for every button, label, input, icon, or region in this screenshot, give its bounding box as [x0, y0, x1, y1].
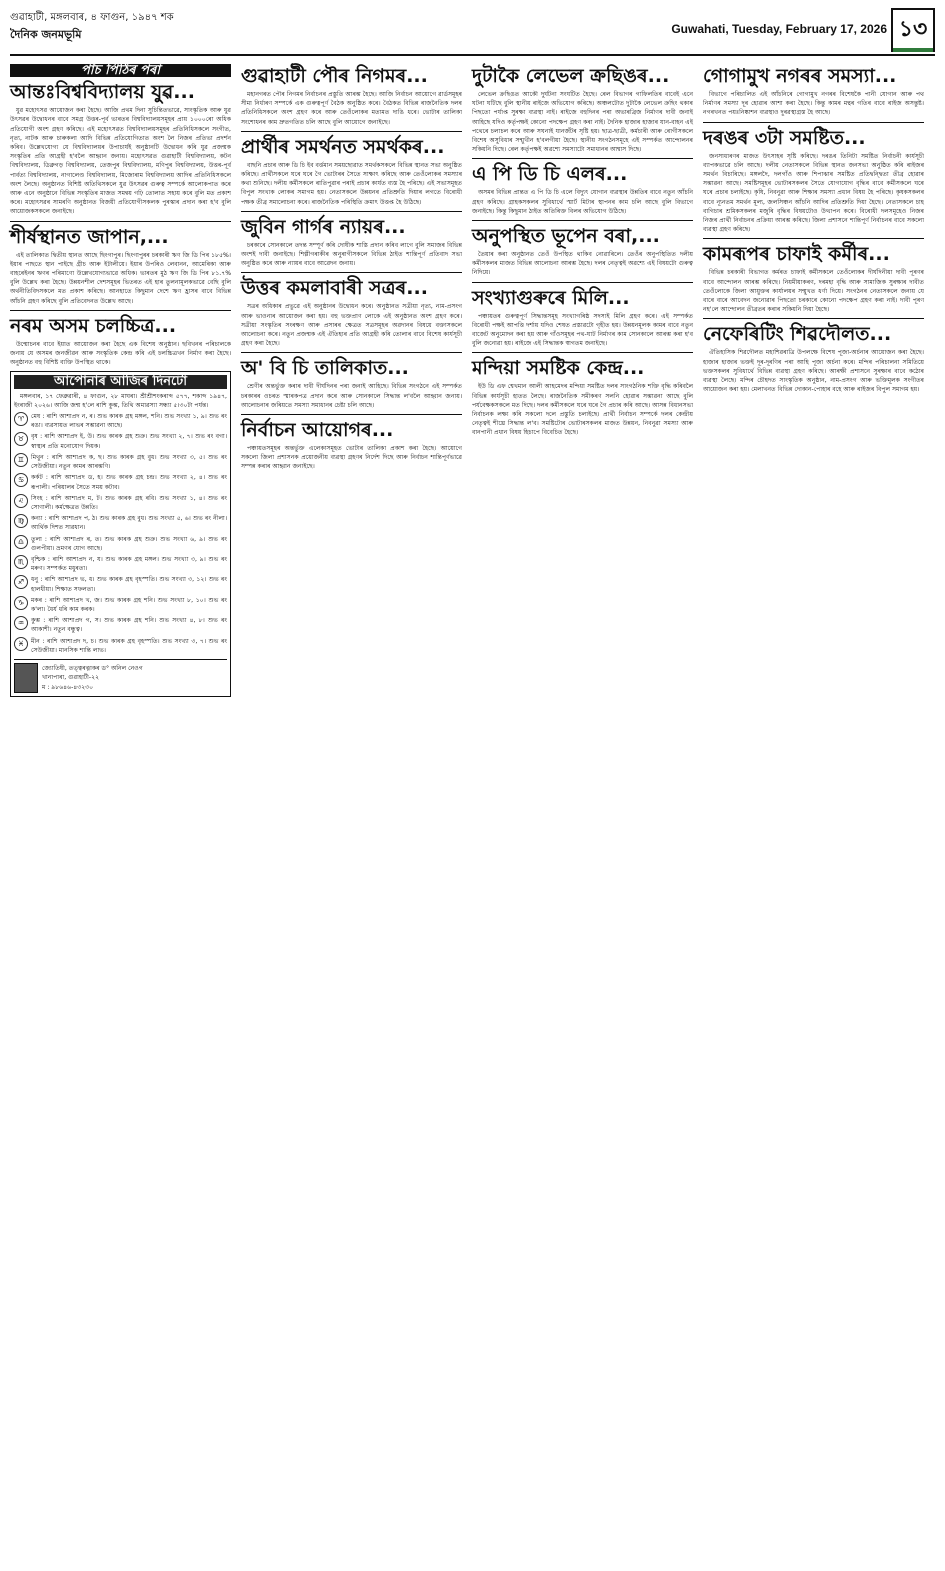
zodiac-row [14, 575, 227, 593]
zodiac-icon: ♓ [14, 637, 28, 651]
column-1 [10, 62, 231, 697]
article-body-kamrup-sanitation: বিভিন্ন চৰকাৰী বিভাগত কৰ্মৰত চাফাই কৰ্মীসকলে তেওঁলোকৰ দীৰ্ঘদিনীয়া দাবী পূৰণৰ বাবে আন্দোলন আৰম্ভ কৰিছে। নিয়মীয়াকৰণ, দৰমহা বৃদ্ধি আৰু সামাজিক সুৰক্ষাৰ দাবীত তেওঁলোকে জিলা আয়ুক্তৰ কাৰ্যালয়ৰ সন্মুখত ধৰ্ণা দিয়ে। সংগঠনৰ নেতাসকলে জনায় যে বাৰে বাৰে আবেদন জনোৱাৰ পিছতো চৰকাৰে কোনো পদক্ষেপ গ্ৰহণ কৰা নাই। দাবী পূৰণ নহ'লে আন্দোলন তীব্ৰতৰ কৰাৰ সকিয়নি দিয়া হৈছে। [703, 269, 924, 314]
headline-election-commission: নিৰ্বাচন আয়োগৰ... [241, 419, 394, 442]
zodiac-text: কন্যা : ৰাশি আশাপ্ৰদ প, ঠ। শুভ কাৰক গ্ৰহ বুধ। শুভ সংখ্যা ৫, ৬। শুভ ৰং নীলা। আৰ্থিক দিশত সাৱধান। [31, 515, 227, 532]
astrologer-name: জ্যোতিষী, তত্ত্বৰত্নাকৰ ড° অনিল নেওগ [42, 665, 143, 673]
headline-candidate-support: প্ৰাৰ্থীৰ সমৰ্থনত সমৰ্থকৰ... [241, 135, 445, 158]
headline-bhupen-bora: অনুপস্থিত ভূপেন বৰা,... [472, 225, 660, 248]
headline-negheriting: নেফেৰিটিং শিৱদৌলত... [703, 323, 892, 346]
page-number: ১৩ [891, 8, 935, 52]
zodiac-row [14, 432, 227, 450]
astrologer-phone: ম : ৯৮৬৪৬-৪৩২৩০ [42, 683, 94, 691]
horoscope-title: আপোনাৰ আজিৰ দিনটো [14, 375, 227, 388]
column-2 [241, 62, 462, 697]
zodiac-icon: ♈ [14, 412, 28, 426]
zodiac-list [14, 412, 227, 655]
article-body-japan: এই তালিকাত দ্বিতীয় স্থানত আছে ছিংগাপুৰ। ছিংগাপুৰৰ চৰকাৰী ঋণ জি ডি পিৰ ১৮৫%। ইয়াৰ পাছতে স্থান পাইছে গ্ৰীচ আৰু ইটালীয়ে। ইয়াৰ উপৰিও লেবানন, আমেৰিকা আৰু বাহৰেইনৰ ঋণৰ পৰিমাণো উল্লেখযোগ্যভাৱে অধিক। ভাৰতৰ মুঠ ঋণ জি ডি পিৰ ৮১.৭% বুলি উল্লেখ কৰা হৈছে। উন্নয়নশীল দেশসমূহৰ ভিতৰত এই হাৰ তুলনামূলকভাৱে বেছি বুলি অৰ্থনীতিবিদসকলে মত প্ৰকাশ কৰিছে। আনহাতে কিছুমান দেশে ঋণ হ্ৰাসৰ বাবে বিভিন্ন আঁচনি গ্ৰহণ কৰিছে বুলি প্ৰতিবেদনত উল্লেখ আছে। [10, 251, 231, 305]
divider [472, 220, 693, 221]
headline-darrang: দৰঙৰ ৩টা সমষ্টিত... [703, 126, 866, 149]
zodiac-icon: ♐ [14, 575, 28, 589]
divider [703, 318, 924, 319]
column-4 [703, 62, 924, 697]
headline-mandia: মন্দিয়া সমষ্টিক কেন্দ্ৰ... [472, 357, 645, 380]
article-body-election-commission: পঞ্চায়তসমূহৰ অন্তৰ্ভুক্ত এলেকাসমূহত ভোটাৰ তালিকা প্ৰকাশ কৰা হৈছে। আয়োগে সকলো জিলা প্ৰশাসনক প্ৰয়োজনীয় ব্যৱস্থা গ্ৰহণৰ নিৰ্দেশ দিছে আৰু নিৰ্বাচন শান্তিপূৰ্ণভাৱে সম্পন্ন কৰাৰ আহ্বান জনাইছে। [241, 445, 462, 471]
article-body-bhupen-bora: তৈয়াৰ কৰা অনুষ্ঠানত তেওঁ উপস্থিত থাকিব নোৱাৰিলে। তেওঁৰ অনুপস্থিতিত দলীয় কৰ্মীসকলৰ মাজত বিভিন্ন আলোচনা আৰম্ভ হৈছে। দলৰ নেতৃত্বই অৱশ্যে এই বিষয়টো গুৰুত্ব নিদিয়ে। [472, 251, 693, 277]
zodiac-text: বৃষ : ৰাশি আশাপ্ৰদ ই, উ। শুভ কাৰক গ্ৰহ শুক্ৰ। শুভ সংখ্যা ২, ৭। শুভ ৰং বগা। স্বাস্থ্যৰ প্ৰতি মনোযোগ দিয়ক। [31, 433, 227, 450]
astrologer-photo [14, 663, 38, 693]
horoscope-box [10, 371, 231, 696]
headline-japan: শীৰ্ষস্থানত জাপান,... [10, 225, 169, 248]
zodiac-icon: ♍ [14, 514, 28, 528]
article-body-apdcl: অসমৰ বিভিন্ন প্ৰান্তত এ পি ডি চি এলে বিদ্যুৎ যোগান ব্যৱস্থাৰ উন্নতিৰ বাবে নতুন আঁচনি গ্ৰহণ কৰিছে। গ্ৰাহকসকলৰ সুবিধাৰ্থে স্মাৰ্ট মিটাৰ স্থাপনৰ কাম চলি আছে বুলি বিভাগে জনাইছে। কিন্তু কিছুমান ঠাইত অতিৰিক্ত বিলৰ অভিযোগ উঠিছে। [472, 189, 693, 215]
horoscope-intro: মঙ্গলবাৰ, ১৭ ফেব্ৰুৱাৰী, ৪ ফাগুন, ২৮ মাঘৰা। শ্ৰীশ্ৰীশংকৰাব্দ ৫৭৭, শকাব্দ ১৯৪৭, ইংৰাজী ২০২৬। আজি জন্ম হ'লে ৰাশি কুম্ভ, তিথি অমাৱস্যা সন্ধ্যা ৫।৩০টা পৰ্যন্ত। [14, 392, 227, 409]
article-body-darrang: জনসাধাৰণৰ মাজত উৎসাহৰ সৃষ্টি কৰিছে। দৰঙৰ তিনিটা সমষ্টিত নিৰ্বাচনী কাৰ্যসূচী ব্যাপকভাৱে চলি আছে। দলীয় নেতাসকলে বিভিন্ন স্থানত জনসভা অনুষ্ঠিত কৰি ৰাইজৰ সমৰ্থন বিচাৰিছে। মঙ্গলদৈ, দলগাঁও আৰু শিপাঝাৰ সমষ্টিত প্ৰতিদ্বন্দ্বিতা তীব্ৰ হোৱাৰ সম্ভাৱনা আছে। সমষ্টিসমূহৰ ভোটাৰসকলৰ সৈতে যোগাযোগ বৃদ্ধিৰ বাবে কৰ্মীসকলে ঘৰে ঘৰে প্ৰচাৰ চলাইছে। কৃষি, নিবনুৱা আৰু শিক্ষাৰ সমস্যা প্ৰধান বিষয় হৈ পৰিছে। কৃষকসকলৰ বাবে ন্যূনতম সমৰ্থন মূল্য, জলসিঞ্চন আঁচনি আদিৰ প্ৰতিশ্ৰুতি দিয়া হৈছে। নেতাসকলে চাহ বাগিচাৰ শ্ৰমিকসকলৰ মজুৰি বৃদ্ধিৰ বিষয়টোও উত্থাপন কৰে। বিৰোধী দলসমূহেও নিজৰ নিজৰ প্ৰাৰ্থী নিৰ্বাচনৰ প্ৰক্ৰিয়া আৰম্ভ কৰিছে। জিলা প্ৰশাসনে শান্তিপূৰ্ণ নিৰ্বাচনৰ বাবে সকলো ব্যৱস্থা গ্ৰহণ কৰিছে। [703, 152, 924, 234]
headline-gogamukh: গোগামুখ নগৰৰ সমস্যা... [703, 65, 897, 87]
columns [10, 62, 935, 697]
headline-kamrup-sanitation: কামৰূপৰ চাফাই কৰ্মীৰ... [703, 243, 890, 266]
article-body-gogamukh: বিভাগে পৰিচালিত এই আঁচনিৰে গোগামুখ নগৰৰ বিশেষকৈ পানী যোগান আৰু পথ নিৰ্মাণৰ সমস্যা দূৰ হোৱাৰ আশা কৰা হৈছে। কিন্তু কামৰ মন্থৰ গতিৰ বাবে ৰাইজ অসন্তুষ্ট। নগৰখনত পয়ঃনিষ্কাশন ব্যৱস্থাও দুৰৱস্থাগ্ৰস্ত হৈ আছে। [703, 91, 924, 117]
zodiac-text: বৃশ্চিক : ৰাশি আশাপ্ৰদ ন, য। শুভ কাৰক গ্ৰহ মঙ্গল। শুভ সংখ্যা ৩, ৯। শুভ ৰং মৰুণ। সম্পৰ্কত মধুৰতা। [31, 555, 227, 573]
divider [10, 310, 231, 311]
zodiac-row [14, 453, 227, 471]
divider [241, 352, 462, 353]
astrologer-address: খানাপাৰা, গুৱাহাটী-২২ [42, 674, 100, 682]
zodiac-icon: ♑ [14, 596, 28, 610]
zodiac-icon: ♋ [14, 473, 28, 487]
article-body-negheriting: ঐতিহাসিক শিৱদৌলত মহাশিৱৰাত্ৰি উপলক্ষে বিশেষ পূজা-অৰ্চনাৰ আয়োজন কৰা হৈছে। হাজাৰ হাজাৰ ভক্তই দূৰ-দূৰণিৰ পৰা আহি পূজা অৰ্চনা কৰে। মন্দিৰ পৰিচালনা সমিতিয়ে ভক্তসকলৰ সুবিধাৰ্থে বিভিন্ন ব্যৱস্থা গ্ৰহণ কৰিছে। আৰক্ষী প্ৰশাসনে সুৰক্ষাৰ বাবে কঠোৰ ব্যৱস্থা লৈছে। মন্দিৰ চৌহদত সাংস্কৃতিক অনুষ্ঠান, নাম-প্ৰসংগ আৰু ভক্তিমূলক সংগীতৰ আয়োজন কৰা হয়। মেলাখনত বিভিন্ন দোকান-পোহাৰ বহে আৰু ৰাইজৰ বিপুল সমাগম হয়। [703, 349, 924, 394]
zodiac-icon: ♌ [14, 494, 28, 508]
article-body-youth-festival: যুৱ মহোৎসৱ আয়োজন কৰা হৈছে। আজি প্ৰথম দিনা সুচিন্তিতভাৱে, সাংস্কৃতিক আৰু যুৱ উৎসৱৰ উদ্বোধনৰ বাবে সমগ্ৰ উত্তৰ-পূৰ্ব ভাৰতৰ বিশ্ববিদ্যালয়সমূহৰ প্ৰায় ১০০০ৰো অধিক প্ৰতিযোগী অংশ গ্ৰহণ কৰিছে। এই মহোৎসৱত বিশ্ববিদ্যালয়সমূহৰ প্ৰতিনিধিসকলে সংগীত, নৃত্য, নাটক আৰু চাৰুকলা আদি বিভিন্ন প্ৰতিযোগিতাত অংশ লৈ নিজৰ প্ৰতিভা প্ৰদৰ্শন কৰিব। উল্লেখযোগ্য যে বিশ্ববিদ্যালয়ৰ উপাচাৰ্যই অনুষ্ঠানটি উদ্বোধন কৰি যুৱ প্ৰজন্মক সংস্কৃতিৰ প্ৰতি আগ্ৰহী হ'বলৈ আহ্বান জনায়। মহোৎসৱত গুৱাহাটী বিশ্ববিদ্যালয়, কটন বিশ্ববিদ্যালয়, ডিব্ৰুগড় বিশ্ববিদ্যালয়, তেজপুৰ বিশ্ববিদ্যালয়, মণিপুৰ বিশ্ববিদ্যালয়, উত্তৰ-পূৰ্ব পাৰ্বত্য বিশ্ববিদ্যালয়, নাগালেণ্ড বিশ্ববিদ্যালয়, মিজোৰাম বিশ্ববিদ্যালয় আদিৰ প্ৰতিনিধিসকলে অংশ লৈছে। অনুষ্ঠানত বিশিষ্ট অতিথিসকলে যুৱ উৎসৱৰ গুৰুত্ব সম্পৰ্কে আলোকপাত কৰে আৰু এনে অনুষ্ঠানে বিভিন্ন সংস্কৃতিৰ মাজত সমন্বয় গঢ়ি তোলাত সহায় কৰে বুলি মত প্ৰকাশ কৰে। মহোৎসৱৰ সামৰণি অনুষ্ঠানত বিজয়ী প্ৰতিযোগীসকলক পুৰস্কাৰ প্ৰদান কৰা হ'ব বুলি আয়োজকসকলে জনাইছে। [10, 107, 231, 216]
zodiac-row [14, 473, 227, 491]
zodiac-text: কুম্ভ : ৰাশি আশাপ্ৰদ গ, স। শুভ কাৰক গ্ৰহ শনি। শুভ সংখ্যা ৪, ৮। শুভ ৰং আকাশী। নতুন বন্ধুত্ব। [31, 617, 227, 634]
divider [241, 131, 462, 132]
zodiac-row [14, 412, 227, 430]
headline-level-crossing: দুটাকৈ লেভেল ক্ৰছিঙৰ... [472, 65, 670, 87]
zodiac-icon: ♒ [14, 616, 28, 630]
headline-youth-festival: আন্তঃবিশ্ববিদ্যালয় যুৱ... [10, 81, 195, 104]
divider [472, 352, 693, 353]
divider [241, 414, 462, 415]
divider [10, 221, 231, 222]
header-date-assamese: গুৱাহাটী, মঙ্গলবাৰ, ৪ ফাগুন, ১৯৪৭ শক [10, 12, 174, 23]
masthead [10, 8, 935, 56]
column-3 [472, 62, 693, 697]
divider [241, 211, 462, 212]
divider [472, 158, 693, 159]
continuation-banner: পাঁচ পিঠিৰ পৰা [10, 64, 231, 77]
article-body-kamalabari: সত্ৰৰ অধিকাৰ প্ৰভুৱে এই অনুষ্ঠানৰ উদ্বোধন কৰে। অনুষ্ঠানত সত্ৰীয়া নৃত্য, নাম-প্ৰসংগ আৰু ভাওনাৰ আয়োজন কৰা হয়। বহু ভক্তপ্ৰাণ লোকে এই অনুষ্ঠানত অংশ গ্ৰহণ কৰে। সত্ৰীয়া সংস্কৃতিৰ সংৰক্ষণ আৰু প্ৰসাৰৰ ক্ষেত্ৰত সত্ৰসমূহৰ অৱদানৰ বিষয়ে বক্তাসকলে আলোচনা কৰে। নতুন প্ৰজন্মক এই ঐতিহ্যৰ প্ৰতি আগ্ৰহী কৰি তোলাৰ বাবে বিশেষ কাৰ্যসূচী গ্ৰহণ কৰা হৈছে। [241, 303, 462, 348]
headline-obc: অ' বি চি তালিকাত... [241, 357, 409, 380]
article-body-majority: পঞ্চায়তৰ গুৰুত্বপূৰ্ণ সিদ্ধান্তসমূহ সংখ্যাগৰিষ্ঠ সদস্যই মিলি গ্ৰহণ কৰে। এই সম্পৰ্কত বিৰোধী পক্ষই আপত্তি দৰ্শায় যদিও শেষত প্ৰস্তাৱটো গৃহীত হয়। উন্নয়নমূলক কামৰ বাবে নতুন বাজেট অনুমোদন কৰা হয় আৰু গাঁওসমূহৰ পথ-ঘাট নিৰ্মাণৰ কাম সোনকালে আৰম্ভ কৰা হ'ব বুলি জনোৱা হয়। ৰাইজে এই সিদ্ধান্তক স্বাগতম জনাইছে। [472, 312, 693, 348]
zodiac-icon: ♎ [14, 535, 28, 549]
divider [241, 272, 462, 273]
zodiac-text: ধনু : ৰাশি আশাপ্ৰদ ভ, ধ। শুভ কাৰক গ্ৰহ বৃহস্পতি। শুভ সংখ্যা ৩, ১২। শুভ ৰং হালধীয়া। শিক্ষাত সফলতা। [31, 576, 227, 593]
zodiac-row [14, 637, 227, 655]
zodiac-text: কৰ্কট : ৰাশি আশাপ্ৰদ ড, হ। শুভ কাৰক গ্ৰহ চন্দ্ৰ। শুভ সংখ্যা ২, ৪। শুভ ৰং ৰূপালী। পৰিয়ালৰ সৈতে সময় কটাব। [31, 474, 227, 491]
article-body-film: উন্মোচনৰ বাবে ইয়াত আয়োজন কৰা হৈছে এক বিশেষ অনুষ্ঠান। ছবিখনৰ পৰিচালকে জনায় যে অসমৰ জনজীৱন আৰু সংস্কৃতিক কেন্দ্ৰ কৰি এই চলচ্চিত্ৰখন নিৰ্মাণ কৰা হৈছে। অনুষ্ঠানত বহু বিশিষ্ট ব্যক্তি উপস্থিত থাকে। [10, 340, 231, 367]
astrologer-footer [14, 659, 227, 693]
zodiac-row [14, 555, 227, 573]
zodiac-row [14, 535, 227, 553]
zodiac-text: মিথুন : ৰাশি আশাপ্ৰদ ক, ছ। শুভ কাৰক গ্ৰহ বুধ। শুভ সংখ্যা ৩, ৫। শুভ ৰং সেউজীয়া। নতুন কামৰ আৰম্ভণি। [31, 453, 227, 471]
headline-film: নৰম অসম চলচ্চিত্ৰ... [10, 314, 177, 337]
headline-gmc: গুৱাহাটী পৌৰ নিগমৰ... [241, 65, 428, 87]
article-body-zubeen: চৰকাৰে সোনকালে তদন্ত সম্পূৰ্ণ কৰি দোষীক শাস্তি প্ৰদান কৰিব লাগে বুলি সমাজৰ বিভিন্ন অংশই দাবী জনাইছে। শিল্পীগৰাকীৰ অনুৰাগীসকলে বিভিন্ন ঠাইত শান্তিপূৰ্ণ প্ৰতিবাদ সভা অনুষ্ঠিত কৰে আৰু ন্যায়ৰ বাবে আৱেদন জনায়। [241, 241, 462, 268]
zodiac-text: মীন : ৰাশি আশাপ্ৰদ দ, চ। শুভ কাৰক গ্ৰহ বৃহস্পতি। শুভ সংখ্যা ৩, ৭। শুভ ৰং সেউজীয়া। মানসিক শান্তি লাভ। [31, 637, 227, 654]
divider [472, 282, 693, 283]
headline-kamalabari: উত্তৰ কমলাবাৰী সত্ৰৰ... [241, 277, 428, 300]
zodiac-row [14, 514, 227, 532]
zodiac-row [14, 494, 227, 512]
divider [703, 122, 924, 123]
article-body-obc: শ্ৰেণীৰ অন্তৰ্ভুক্ত কৰাৰ দাবী দীৰ্ঘদিনৰ পৰা জনাই আহিছে। বিভিন্ন সংগঠনে এই সম্পৰ্কত চৰকাৰৰ ওচৰত স্মাৰকপত্ৰ প্ৰদান কৰে আৰু সোনকালে সিদ্ধান্ত ল'বলৈ আহ্বান জনায়। আলোচনাৰ জৰিয়তে সমস্যা সমাধানৰ চেষ্টা চলি আছে। [241, 383, 462, 409]
zodiac-text: সিংহ : ৰাশি আশাপ্ৰদ ম, ট। শুভ কাৰক গ্ৰহ ৰবি। শুভ সংখ্যা ১, ৪। শুভ ৰং সোণালী। কৰ্মক্ষেত্ৰত উন্নতি। [31, 494, 227, 511]
zodiac-icon: ♊ [14, 453, 28, 467]
article-body-candidate-support: বাছনি প্ৰচাৰ আৰু ডি চি ইব বৰ্ত্তমান সময়ছোৱাত সমৰ্থকসকলে বিভিন্ন স্থানত সভা অনুষ্ঠিত কৰিছে। প্ৰাৰ্থীসকলে ঘৰে ঘৰে গৈ ভোটাৰৰ সৈতে সাক্ষাৎ কৰিছে আৰু তেওঁলোকৰ সমস্যাৰ কথা শুনিছে। দলীয় কৰ্মীসকলে ৰাতিপুৱাৰ পৰাই প্ৰচাৰ কাৰ্যত ব্যস্ত হৈ পৰিছে। এই সভাসমূহত বিপুল সংখ্যক লোকৰ সমাগম হয়। নেতাসকলে উন্নয়নৰ প্ৰতিশ্ৰুতি দিয়াৰ লগতে বিৰোধী পক্ষক তীব্ৰ সমালোচনা কৰে। ৰাজনৈতিক পৰিস্থিতি ক্ৰমাৎ উত্তপ্ত হৈ উঠিছে। [241, 161, 462, 206]
zodiac-text: মকৰ : ৰাশি আশাপ্ৰদ খ, জ। শুভ কাৰক গ্ৰহ শনি। শুভ সংখ্যা ৮, ১০। শুভ ৰং ক'লা। ধৈৰ্য ধৰি কাম কৰক। [31, 596, 227, 613]
zodiac-icon: ♉ [14, 432, 28, 446]
article-body-mandia: ইউ ডি এফ শ্বেখমান আলী আহমেদৰ মন্দিয়া সমষ্টিত দলৰ সাংগঠনিক শক্তি বৃদ্ধি কৰিবলৈ বিভিন্ন কাৰ্যসূচী হাতত লৈছে। ৰাজনৈতিক সমীকৰণ সলনি হোৱাৰ সম্ভাৱনা আছে বুলি পৰ্যবেক্ষকসকলে মত দিছে। দলৰ কৰ্মীসকলে ঘৰে ঘৰে গৈ প্ৰচাৰ কৰি আছে। আসন্ন বিধানসভা নিৰ্বাচনক লক্ষ্য কৰি সকলো দলে প্ৰস্তুতি চলাইছে। প্ৰাৰ্থী নিৰ্বাচন সম্পৰ্কে দলৰ কেন্দ্ৰীয় নেতৃত্বই শীঘ্ৰে সিদ্ধান্ত ল'ব। সমষ্টিটোৰ ভোটাৰসকলৰ মাজত উন্নয়ন, নিবনুৱা সমস্যা আৰু বানপানী প্ৰধান বিষয় হিচাপে বিবেচিত হৈছে। [472, 383, 693, 437]
headline-majority: সংখ্যাগুৰুৰে মিলি... [472, 286, 630, 309]
article-body-gmc: মহানগৰত পৌৰ নিগমৰ নিৰ্বাচনৰ প্ৰস্তুতি আৰম্ভ হৈছে। আজি নিৰ্বাচন আয়োগে ৱাৰ্ডসমূহৰ সীমা নিৰ্ধাৰণ সম্পৰ্কে এক গুৰুত্বপূৰ্ণ বৈঠক অনুষ্ঠিত কৰে। বৈঠকত বিভিন্ন ৰাজনৈতিক দলৰ প্ৰতিনিধিসকলে অংশ গ্ৰহণ কৰে আৰু তেওঁলোকৰ মতামত দাঙি ধৰে। ভোটাৰ তালিকা সংশোধনৰ কাম দ্ৰুতগতিত চলি আছে বুলি আয়োগে জনাইছে। [241, 91, 462, 126]
zodiac-row [14, 596, 227, 614]
zodiac-text: মেষ : ৰাশি আশাপ্ৰদ ন, ৰ। শুভ কাৰক গ্ৰহ মঙ্গল, শনি। শুভ সংখ্যা ১, ৯। শুভ ৰং ৰঙা। ব্যৱসায়ত লাভৰ সম্ভাৱনা আছে। [31, 413, 227, 430]
headline-apdcl: এ পি ডি চি এলৰ... [472, 163, 628, 186]
zodiac-icon: ♏ [14, 555, 28, 569]
headline-zubeen: জুবিন গাৰ্গৰ ন্যায়ৰ... [241, 215, 406, 238]
article-body-level-crossing: লেভেল ক্ৰছিঙত আকৌ দুৰ্ঘটনা সংঘটিত হৈছে। ৰেল বিভাগৰ গাফিলতিৰ বাবেই এনে ঘটনা ঘটিছে বুলি স্থানীয় ৰাইজে অভিযোগ কৰিছে। অঞ্চলটোত দুটাকৈ লেভেল ক্ৰছিং থকাৰ পিছতো পৰ্যাপ্ত সুৰক্ষা ব্যৱস্থা নাই। ৰাইজে বহুদিনৰ পৰা অভাৰব্ৰিজ নিৰ্মাণৰ দাবী জনাই আহিছে যদিও কৰ্তৃপক্ষই কোনো পদক্ষেপ গ্ৰহণ কৰা নাই। দৈনিক হাজাৰ হাজাৰ যান-বাহন এই পথেৰে চলাচল কৰে আৰু সঘনাই যানজঁটৰ সৃষ্টি হয়। ছাত্ৰ-ছাত্ৰী, কৰ্মচাৰী আৰু ৰোগীসকলে বিশেষ অসুবিধাৰ সন্মুখীন হ'বলগীয়া হৈছে। স্থানীয় সংগঠনসমূহে এই সম্পৰ্কত আন্দোলনৰ সকিয়নি দিছে। ৰেল কৰ্তৃপক্ষই অৱশ্যে সমস্যাটো সমাধানৰ আশ্বাস দিছে। [472, 91, 693, 154]
divider [703, 238, 924, 239]
header-date-english: Guwahati, Tuesday, February 17, 2026 [671, 22, 887, 36]
zodiac-row [14, 616, 227, 634]
zodiac-text: তুলা : ৰাশি আশাপ্ৰদ ৰ, ত। শুভ কাৰক গ্ৰহ শুক্ৰ। শুভ সংখ্যা ৬, ৯। শুভ ৰং গুলপীয়া। ভ্ৰমণৰ যোগ আছে। [31, 535, 227, 552]
paper-name: দৈনিক জনমভূমি [10, 28, 82, 41]
